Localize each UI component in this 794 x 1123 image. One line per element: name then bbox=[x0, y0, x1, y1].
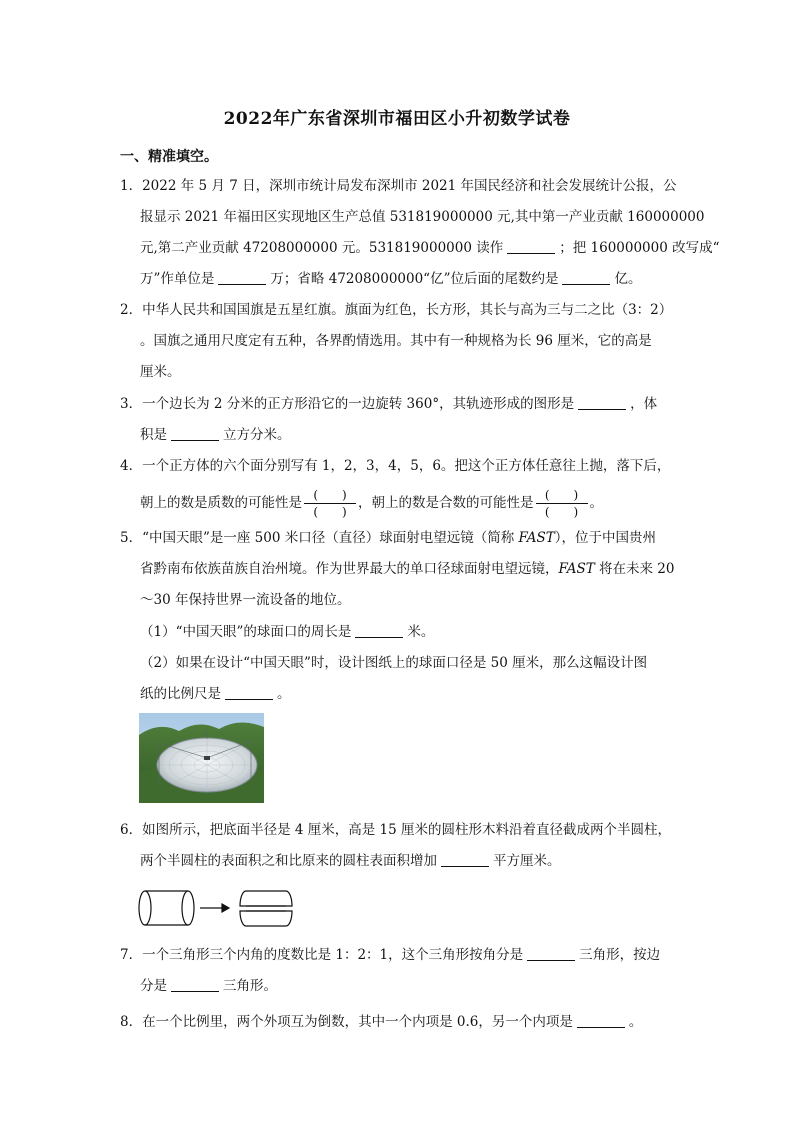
q5-sub-1: （1）“中国天眼”的球面口的周长是 米。 bbox=[140, 624, 435, 640]
section-heading: 一、精准填空。 bbox=[120, 149, 218, 165]
q3-line-1: 3．一个边长为 2 分米的正方形沿它的一边旋转 360°，其轨迹形成的图形是 ，体 bbox=[120, 396, 658, 412]
q8-line-1: 8．在一个比例里，两个外项互为倒数，其中一个内项是 0.6，另一个内项是 。 bbox=[120, 1014, 643, 1030]
q2-line-3: 厘米。 bbox=[140, 364, 181, 380]
q2-line-2: 。国旗之通用尺度定有五种，各界酌情选用。其中有一种规格为长 96 厘米，它的高是 bbox=[140, 333, 652, 349]
q5-line-2: 省黔南布依族苗族自治州境。作为世界最大的单口径球面射电望远镜，FAST 将在未来 20 bbox=[140, 561, 675, 577]
q2-line-1: 2．中华人民共和国国旗是五星红旗。旗面为红色，长方形，其长与高为三与二之比（3：2） bbox=[120, 302, 673, 318]
answer-blank[interactable] bbox=[225, 685, 273, 700]
q1-line-1: 1．2022 年 5 月 7 日，深圳市统计局发布深圳市 2021 年国民经济和社会发展统计公报，公 bbox=[120, 178, 677, 194]
probability-fraction-composite[interactable]: $\frac{( )}{( )}$ bbox=[536, 488, 588, 519]
answer-blank[interactable] bbox=[171, 426, 219, 441]
answer-blank[interactable] bbox=[171, 977, 219, 992]
q6-line-2: 两个半圆柱的表面积之和比原来的圆柱表面积增加 平方厘米。 bbox=[140, 853, 561, 869]
q5-sub-2: （2）如果在设计“中国天眼”时，设计图纸上的球面口径是 50 厘米，那么这幅设计图 bbox=[140, 655, 648, 671]
cylinder-shape bbox=[139, 891, 194, 925]
q6-line-1: 6．如图所示，把底面半径是 4 厘米，高是 15 厘米的圆柱形木料沿着直径截成两个半圆柱， bbox=[120, 822, 672, 838]
q3-line-2: 积是 立方分米。 bbox=[140, 427, 291, 443]
q5-line-1: 5．“中国天眼”是一座 500 米口径（直径）球面射电望远镜（简称 FAST），位于中国贵州 bbox=[120, 530, 656, 546]
answer-blank[interactable] bbox=[562, 270, 610, 285]
arrow-right-icon bbox=[200, 904, 229, 912]
q4-line-2: 朝上的数是质数的可能性是 $\frac{( )}{( )}$ ，朝上的数是合数的可能性是 $\frac{( )}{( )}$ 。 bbox=[140, 488, 603, 519]
answer-blank[interactable] bbox=[527, 946, 575, 961]
q7-line-1: 7．一个三角形三个内角的度数比是 1：2：1，这个三角形按角分是 三角形，按边 bbox=[120, 947, 661, 963]
q4-line-1: 4．一个正方体的六个面分别写有 1，2，3，4，5，6。把这个正方体任意往上抛，落下后， bbox=[120, 458, 671, 474]
answer-blank[interactable] bbox=[578, 395, 626, 410]
probability-fraction-prime[interactable]: $\frac{( )}{( )}$ bbox=[304, 488, 356, 519]
q1-line-2: 报显示 2021 年福田区实现地区生产总值 531819000000 元,其中第一产业贡献 160000000 bbox=[140, 209, 705, 225]
page-title: 2022年广东省深圳市福田区小升初数学试卷 bbox=[223, 109, 571, 129]
answer-blank[interactable] bbox=[577, 1013, 625, 1028]
answer-blank[interactable] bbox=[507, 239, 555, 254]
answer-blank[interactable] bbox=[355, 623, 403, 638]
q5-sub-3: 纸的比例尺是 。 bbox=[140, 686, 291, 702]
q5-line-3: ～30 年保持世界一流设备的地位。 bbox=[140, 592, 351, 608]
q1-line-3: 元,第二产业贡献 47208000000 元。531819000000 读作 ；把 160000000 改写成“ bbox=[140, 240, 720, 256]
fast-telescope-photo bbox=[139, 713, 264, 803]
half-cylinders-shape bbox=[240, 891, 292, 926]
cylinder-cut-diagram bbox=[136, 884, 301, 938]
q7-line-2: 分是 三角形。 bbox=[140, 978, 277, 994]
answer-blank[interactable] bbox=[218, 270, 266, 285]
answer-blank[interactable] bbox=[441, 852, 489, 867]
q1-line-4: 万”作单位是 万；省略 47208000000“亿”位后面的尾数约是 亿。 bbox=[140, 271, 642, 287]
